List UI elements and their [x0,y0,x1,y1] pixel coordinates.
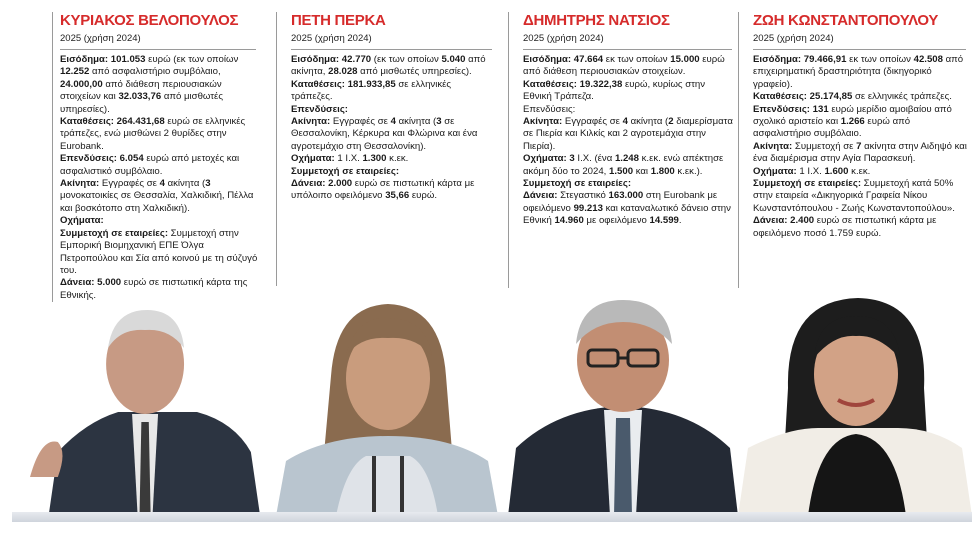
declaration-item [291,116,494,153]
bold-run: 4 [159,178,165,190]
text-run: Ι.Χ. (ένα [574,153,615,165]
bold-run: Εισόδημα: 101.053 [60,54,146,65]
bold-run: 5.040 [441,54,466,65]
politician-photo [738,288,972,516]
bold-run: 12.252 [60,66,90,78]
bold-run: Συμμετοχή σε εταιρείες: [60,227,169,239]
column-divider [52,12,53,312]
declaration-item [291,79,494,104]
text-run: Εγγραφές σε [99,178,160,190]
text-run: ακίνητα ( [627,116,669,128]
text-run: κ.εκ. ενώ απέκτησε ακόμη δύο το 2024, [523,153,724,177]
text-run: ευρώ μερίδιο αμοιβαίου από σχολικό αριστείο και [753,103,952,128]
politician-name: ΖΩΗ ΚΩΝΣΤΑΝΤΟΠΟΥΛΟΥ [753,12,939,29]
bold-run: 4 [622,116,628,128]
text-run: Εγγραφές σε [330,116,391,128]
text-run: σε ελληνικές τράπεζες. [852,91,952,103]
declaration-item [60,228,258,278]
text-run: κ.εκ.). [674,165,703,177]
text-run: σε Θεσσαλονίκη, Κέρκυρα και Φλώρινα και ένα αγροτεμάχιο στη Θεσσαλονίκη). [291,116,478,152]
bold-run: 3 [436,116,442,128]
bold-run: Εισόδημα: 79.466,91 [753,54,847,65]
bold-run: 1.800 [650,165,675,177]
declaration-item [523,116,734,153]
text-run: ευρώ σε πιστωτική κάρτα της Εθνικής. [60,277,248,301]
bold-run: 1.600 [824,165,849,177]
bold-run: Καταθέσεις: 19.322,38 [523,78,623,90]
declaration-year: 2025 (χρήση 2024) [291,33,372,44]
column-divider [276,12,277,312]
politician-name: ΚΥΡΙΑΚΟΣ ΒΕΛΟΠΟΥΛΟΣ [60,12,239,29]
text-run: ευρώ σε πιστωτική κάρτα με οφειλόμενο ποσό 1.759 ευρώ. [753,215,937,239]
declaration-item [523,153,734,178]
bold-run: Καταθέσεις: 181.933,85 [291,78,396,90]
text-run: κ.εκ. [386,153,409,165]
text-run: Συμμετοχή στην Εμπορική Βιομηχανική ΕΠΕ Όλγα Πετροπούλου και Σία από κοινού με τη σύζυγό του. [60,227,258,276]
text-run: ευρώ, κυρίως στην Εθνική Τράπεζα. [523,78,706,103]
declaration-item [291,166,494,178]
declaration-text [291,54,494,203]
text-run: και [633,165,651,177]
text-run: στη Eurobank με οφειλόμενο [523,190,718,214]
declaration-item [291,104,494,116]
politician-panel-perka [276,0,498,516]
bold-run: Εισόδημα: 42.770 [291,54,372,65]
bold-run: Οχήματα: [753,165,797,177]
declaration-year: 2025 (χρήση 2024) [753,33,834,44]
text-run: ακίνητα ( [164,178,206,190]
text-run: από μισθωτές υπηρεσίες). [60,91,223,115]
bold-run: 1.300 [362,153,387,165]
declaration-item [753,215,968,240]
declaration-item [753,54,968,91]
text-run: σε ελληνικές τράπεζες. [291,78,452,103]
text-run: Συμμετοχή σε [792,140,857,152]
politician-photo [508,288,738,516]
column-divider [738,12,739,312]
text-run: από επιχειρηματική δραστηριότητα (δικηγορικό γραφείο). [753,54,964,90]
text-run: 1 Ι.Χ. [334,153,363,165]
bold-run: Επενδύσεις: [291,103,349,115]
header-rule [523,49,732,50]
header-rule [60,49,256,50]
bold-run: Οχήματα: 3 [523,153,575,165]
declaration-item [523,178,734,190]
bold-run: 7 [856,140,862,152]
declaration-text [60,54,258,302]
declaration-item [60,54,258,116]
text-run: από ακίνητα, [291,54,486,78]
text-run: από μισθωτές υπηρεσίες). [357,66,472,78]
declaration-item [60,277,258,302]
declaration-item [753,166,968,178]
bold-run: Ακίνητα: [523,116,563,128]
bold-run: Συμμετοχή σε εταιρείες: [753,178,862,190]
bold-run: Ακίνητα: [291,116,331,128]
column-divider [508,12,509,312]
header-rule [753,49,966,50]
declaration-text [523,54,734,228]
bold-run: 99.213 [573,202,603,214]
declaration-item [753,104,968,141]
bold-run: 14.960 [554,215,584,227]
bold-run: 2 [668,116,674,128]
declaration-item [523,104,734,116]
politician-panel-velopoulos [12,0,262,516]
bold-run: Δάνεια: 2.400 [753,215,815,227]
declaration-item [523,190,734,227]
bold-run: 4 [390,116,396,128]
text-run: ευρώ σε ελληνικές τράπεζες, ενώ μισθώνει 2 θυρίδες στην Eurobank. [60,116,246,152]
politician-name: ΔΗΜΗΤΡΗΣ ΝΑΤΣΙΟΣ [523,12,670,29]
declaration-item [291,178,494,203]
text-run: ακίνητα ( [395,116,437,128]
bold-run: 24.000,00 [60,78,103,90]
politician-photo [30,302,262,516]
bold-run: Δάνεια: 2.000 [291,178,353,190]
bold-run: 15.000 [670,54,700,65]
bold-run: Ακίνητα: [753,140,793,152]
text-run: Συμμετοχή κατά 50% στην εταιρεία «Δικηγορικά Γραφεία Νίκου Κωνσταντόπουλου - Ζωής Κωνσταντοπούλου». [753,178,955,214]
text-run: εκ των οποίων [846,54,914,65]
bold-run: Επενδύσεις: 6.054 [60,153,144,165]
bold-run: 28.028 [328,66,358,78]
text-run: Στεγαστικό [557,190,609,202]
bold-run: 3 [205,178,211,190]
bold-run: 1.248 [614,153,639,165]
bold-run: Δάνεια: [523,190,558,202]
politician-panel-konstantopoulou [738,0,972,516]
bold-run: Επενδύσεις: 131 [753,103,829,115]
text-run: από διάθεση περιουσιακών στοιχείων και [60,78,222,103]
declaration-item [60,215,258,227]
text-run: ευρώ σε πιστωτική κάρτα με υπόλοιπο οφειλόμενο [291,178,475,202]
text-run: από ασφαλιστήριο συμβόλαιο, [89,66,221,78]
text-run: 1 Ι.Χ. [796,165,825,177]
declaration-item [291,153,494,165]
text-run: . [678,215,682,227]
text-run: ακίνητα στην Αιδηψό και ένα διαμέρισμα στην Αγία Παρασκευή. [753,140,967,165]
bold-run: Οχήματα: [60,215,104,227]
bold-run: Συμμετοχή σε εταιρείες: [291,165,400,177]
text-run: κ.εκ. [848,165,871,177]
bold-run: 1.266 [840,116,865,128]
text-run: ευρώ από μετοχές και ασφαλιστικό συμβόλαιο. [60,153,240,177]
bold-run: Οχήματα: [291,153,335,165]
bold-run: Εισόδημα: 47.664 [523,54,604,65]
declaration-year: 2025 (χρήση 2024) [60,33,141,44]
declaration-item [753,91,968,103]
bold-run: Καταθέσεις: 264.431,68 [60,116,165,128]
text-run: ευρώ (εκ των οποίων [145,54,239,65]
text-run: εκ των οποίων [603,54,671,65]
text-run: (εκ των οποίων [371,54,442,65]
bold-run: Ακίνητα: [60,178,100,190]
politician-panel-natsios [508,0,738,516]
bold-run: 163.000 [608,190,644,202]
bold-run: 32.033,76 [118,91,162,103]
bold-run: 42.508 [913,54,943,65]
declaration-year: 2025 (χρήση 2024) [523,33,604,44]
declaration-item [753,178,968,215]
header-rule [291,49,492,50]
text-run: μονοκατοικίες σε Θεσσαλία, Χαλκιδική, Πέλλα και βοσκότοπο στη Χαλκιδική). [60,190,254,214]
politician-photo [276,286,498,516]
declaration-text [753,54,968,240]
bold-run: 14.599 [649,215,679,227]
bold-run: 35,66 [385,190,410,202]
declaration-item [60,153,258,178]
footer-strip [12,512,972,522]
declaration-item [291,54,494,79]
bold-run: Συμμετοχή σε εταιρείες: [523,178,632,190]
text-run: ευρώ από διάθεση περιουσιακών στοιχείων. [523,54,725,78]
politician-name: ΠΕΤΗ ΠΕΡΚΑ [291,12,386,29]
bold-run: Δάνεια: 5.000 [60,277,122,289]
text-run: διαμερίσματα σε Πιερία και Κιλκίς και 2 αγροτεμάχια στην Πιερία). [523,116,733,152]
declaration-item [60,178,258,215]
text-run: Εγγραφές σε [562,116,623,128]
text-run: με οφειλόμενο [583,215,650,227]
bold-run: Καταθέσεις: 25.174,85 [753,91,853,103]
declaration-item [753,141,968,166]
text-run: και καταναλωτικό δάνειο στην Εθνική [523,202,731,227]
declaration-item [523,79,734,104]
text-run: ευρώ. [409,190,438,202]
text-run: ευρώ από ασφαλιστήριο συμβόλαιο. [753,116,911,140]
declaration-item [523,54,734,79]
declaration-item [60,116,258,153]
bold-run: 1.500 [609,165,634,177]
text-run: Επενδύσεις: [523,103,576,115]
